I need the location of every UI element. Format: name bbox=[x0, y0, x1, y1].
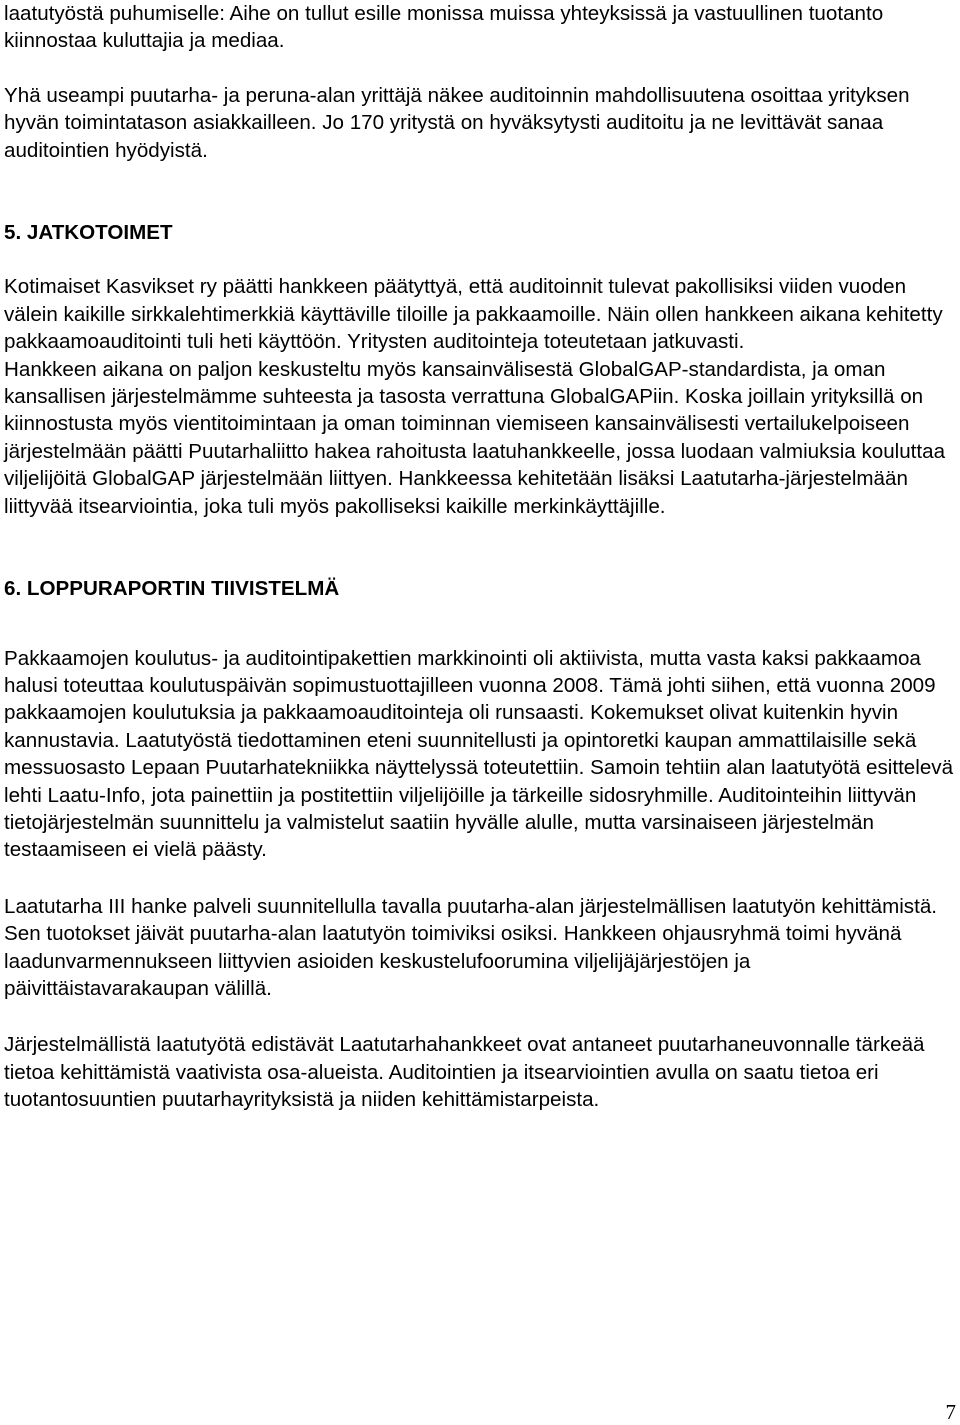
section-5-paragraph-2: Hankkeen aikana on paljon keskusteltu myös kansainvälisestä GlobalGAP-standardista, ja oman kansallisen järjestelmämme suhteesta ja tasosta verrattuna GlobalGAPiin. Koska joillain yrityksillä on kiinnostusta myös vientitoimintaan ja oman toiminnan viemiseen kansainvälisesti vertailukelpoiseen järjestelmään päätti Puutarhaliitto hakea rahoitusta laatuhankkeelle, jossa luodaan valmiuksia kouluttaa viljelijöitä GlobalGAP järjestelmään liittyen. Hankkeessa kehitetään lisäksi Laatutarha-järjestelmään liittyvää itsearviointia, joka tuli myös pakolliseksi kaikille merkinkäyttäjille. bbox=[4, 357, 946, 518]
paragraph-intro-continued: laatutyöstä puhumiselle: Aihe on tullut esille monissa muissa yhteyksissä ja vastuullinen tuotanto kiinnostaa kuluttajia ja mediaa. bbox=[4, 2, 884, 53]
page-number: 7 bbox=[945, 1400, 956, 1424]
paragraph-audit-opportunity: Yhä useampi puutarha- ja peruna-alan yrittäjä näkee auditoinnin mahdollisuutena osoittaa yrityksen hyvän toimintatason asiakkailleen. Jo 170 yritystä on hyväksytysti auditoitu ja ne levittävät sanaa auditointien hyödyistä. bbox=[4, 83, 910, 162]
section-6-paragraph-3: Järjestelmällistä laatutyötä edistävät Laatutarhahankkeet ovat antaneet puutarhaneuvonnalle tärkeää tietoa kehittämistä vaativista osa-alueista. Auditointien ja itsearviointien avulla on saatu tietoa eri tuotantosuuntien puutarhayrityksistä ja niiden kehittämistarpeista. bbox=[4, 1033, 925, 1112]
section-5-paragraph-1: Kotimaiset Kasvikset ry päätti hankkeen päätyttyä, että auditoinnit tulevat pakollisiksi viiden vuoden välein kaikille sirkkalehtimerkkiä käyttäville tiloille ja pakkaamoille. Näin ollen hankkeen aikana kehitetty pakkaamoauditointi tuli heti käyttöön. Yritysten auditointeja toteutetaan jatkuvasti. bbox=[4, 275, 943, 354]
document-page bbox=[4, 0, 958, 1114]
section-6-heading: 6. LOPPURAPORTIN TIIVISTELMÄ bbox=[4, 577, 340, 601]
section-5-heading: 5. JATKOTOIMET bbox=[4, 221, 173, 245]
section-6-paragraph-2: Laatutarha III hanke palveli suunnitellulla tavalla puutarha-alan järjestelmällisen laatutyön kehittämistä. Sen tuotokset jäivät puutarha-alan laatutyön toimiviksi osiksi. Hankkeen ohjausryhmä toimi hyvänä laadunvarmennukseen liittyvien asioiden keskustelufoorumina viljelijäjärjestöjen ja päivittäistavarakaupan välillä. bbox=[4, 894, 937, 1000]
section-6-paragraph-1: Pakkaamojen koulutus- ja auditointipakettien markkinointi oli aktiivista, mutta vasta kaksi pakkaamoa halusi toteuttaa koulutuspäivän sopimustuottajilleen vuonna 2008. Tämä johti siihen, että vuonna 2009 pakkaamojen koulutuksia ja pakkaamoauditointeja oli runsaasti. Kokemukset olivat kuitenkin hyvin kannustavia. Laatutyöstä tiedottaminen eteni suunnitellusti ja opintoretki kaupan ammattilaisille sekä messuosasto Lepaan Puutarhatekniikka näyttelyssä toteutettiin. Samoin tehtiin alan laatutyötä esittelevä lehti Laatu-Info, jota painettiin ja postitettiin viljelijöille ja tärkeille sidosryhmille. Auditointeihin liittyvän tietojärjestelmän suunnittelu ja valmistelut saatiin hyvälle alulle, mutta varsinaiseen järjestelmän testaamiseen ei vielä päästy. bbox=[4, 646, 954, 862]
